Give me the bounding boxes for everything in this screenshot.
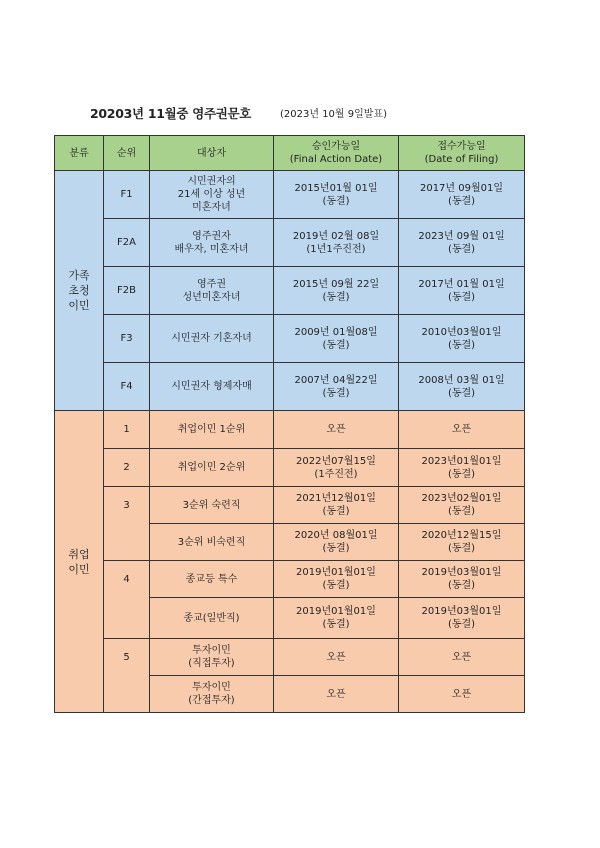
final-action-cell: 2009년 01월08일 (동결) xyxy=(274,315,399,363)
header-target: 대상자 xyxy=(150,136,274,171)
rank-cell: F2A xyxy=(104,219,150,267)
page-title: 20203년 11월중 영주권문호 xyxy=(90,106,252,121)
target-cell: 영주권자 배우자, 미혼자녀 xyxy=(150,219,274,267)
target-cell: 취업이민 1순위 xyxy=(150,411,274,449)
visa-bulletin-table xyxy=(54,135,525,713)
document-header xyxy=(90,104,510,124)
filing-cell: 오픈 xyxy=(399,411,525,449)
filing-cell: 2017년 09월01일 (동결) xyxy=(399,171,525,219)
target-cell: 시민권자 형제자매 xyxy=(150,363,274,411)
rank-cell: F3 xyxy=(104,315,150,363)
filing-cell: 2019년03월01일 (동결) xyxy=(399,561,525,598)
final-action-cell: 오픈 xyxy=(274,639,399,676)
table-row xyxy=(55,171,525,219)
rank-cell: 2 xyxy=(104,449,150,487)
final-action-cell: 2021년12월01일 (동결) xyxy=(274,487,399,524)
target-cell: 투자이민 (간접투자) xyxy=(150,676,274,713)
final-action-cell: 2022년07월15일 (1주진전) xyxy=(274,449,399,487)
filing-cell: 2020년12월15일 (동결) xyxy=(399,524,525,561)
header-filing: 접수가능일 (Date of Filing) xyxy=(399,136,525,171)
table-row xyxy=(55,315,525,363)
rank-cell: 1 xyxy=(104,411,150,449)
target-cell: 시민권자 기혼자녀 xyxy=(150,315,274,363)
category-employment: 취업 이민 xyxy=(55,411,104,713)
target-cell: 시민권자의 21세 이상 성년 미혼자녀 xyxy=(150,171,274,219)
final-action-cell: 오픈 xyxy=(274,411,399,449)
rank-cell: 3 xyxy=(104,487,150,561)
rank-cell: 5 xyxy=(104,639,150,713)
filing-cell: 2019년03월01일 (동결) xyxy=(399,598,525,639)
target-cell: 3순위 숙련직 xyxy=(150,487,274,524)
table-row xyxy=(55,639,525,676)
table-row xyxy=(55,411,525,449)
filing-cell: 2023년02월01일 (동결) xyxy=(399,487,525,524)
filing-cell: 2023년 09월 01일 (동결) xyxy=(399,219,525,267)
filing-cell: 2023년01월01일 (동결) xyxy=(399,449,525,487)
final-action-cell: 2019년01월01일 (동결) xyxy=(274,598,399,639)
rank-cell: F2B xyxy=(104,267,150,315)
final-action-cell: 2007년 04월22일 (동결) xyxy=(274,363,399,411)
rank-cell: F1 xyxy=(104,171,150,219)
final-action-cell: 2019년01월01일 (동결) xyxy=(274,561,399,598)
final-action-cell: 2015년01월 01일 (동결) xyxy=(274,171,399,219)
filing-cell: 오픈 xyxy=(399,639,525,676)
final-action-cell: 2019년 02월 08일 (1년1주진전) xyxy=(274,219,399,267)
target-cell: 종교등 특수 xyxy=(150,561,274,598)
table-row xyxy=(55,363,525,411)
table-row xyxy=(55,219,525,267)
table-row xyxy=(55,449,525,487)
filing-cell: 2010년03월01일 (동결) xyxy=(399,315,525,363)
table-row xyxy=(55,267,525,315)
header-category: 분류 xyxy=(55,136,104,171)
header-final-action: 승인가능일 (Final Action Date) xyxy=(274,136,399,171)
rank-cell: 4 xyxy=(104,561,150,639)
target-cell: 취업이민 2순위 xyxy=(150,449,274,487)
final-action-cell: 2015년 09월 22일 (동결) xyxy=(274,267,399,315)
final-action-cell: 2020년 08월01일 (동결) xyxy=(274,524,399,561)
table-row xyxy=(55,487,525,524)
target-cell: 투자이민 (직접투자) xyxy=(150,639,274,676)
filing-cell: 2017년 01월 01일 (동결) xyxy=(399,267,525,315)
header-row xyxy=(55,136,525,171)
filing-cell: 2008년 03월 01일 (동결) xyxy=(399,363,525,411)
rank-cell: F4 xyxy=(104,363,150,411)
category-family: 가족 초청 이민 xyxy=(55,171,104,411)
target-cell: 종교(일반직) xyxy=(150,598,274,639)
final-action-cell: 오픈 xyxy=(274,676,399,713)
announcement-date: (2023년 10월 9일발표) xyxy=(280,109,387,120)
header-rank: 순위 xyxy=(104,136,150,171)
filing-cell: 오픈 xyxy=(399,676,525,713)
target-cell: 영주권 성년미혼자녀 xyxy=(150,267,274,315)
target-cell: 3순위 비숙련직 xyxy=(150,524,274,561)
table-row xyxy=(55,561,525,598)
